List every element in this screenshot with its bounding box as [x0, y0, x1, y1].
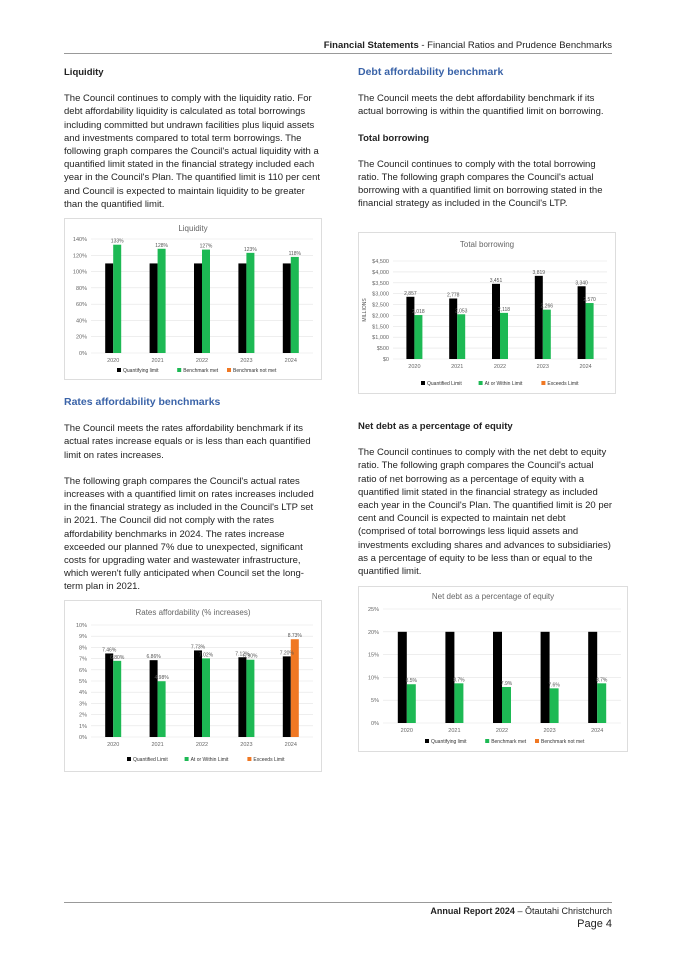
legend-label: Benchmark not met — [233, 368, 277, 374]
bar-actual — [500, 313, 508, 359]
y-tick-label: 10% — [75, 623, 87, 629]
y-tick-label: 60% — [75, 302, 87, 309]
x-tick-label: 2020 — [107, 742, 120, 748]
legend-swatch — [479, 381, 483, 385]
y-axis-label: MILLIONS — [362, 298, 368, 322]
y-tick-label: 0% — [79, 735, 87, 741]
x-tick-label: 2024 — [579, 364, 592, 370]
y-tick-label: 1% — [79, 723, 87, 730]
y-tick-label: $1,500 — [372, 324, 389, 331]
legend-label: Benchmark met — [183, 368, 219, 374]
data-label: 8.7% — [595, 677, 608, 684]
bar-limit — [493, 632, 502, 723]
limit-label: 3,340 — [575, 280, 588, 287]
y-tick-label: 0% — [79, 351, 87, 357]
y-tick-label: 20% — [75, 334, 87, 341]
debt-heading: Debt affordability benchmark — [358, 66, 504, 78]
x-tick-label: 2021 — [151, 358, 164, 364]
debt-section — [358, 66, 614, 224]
page-header — [64, 40, 612, 51]
chart-title: Liquidity — [178, 224, 208, 233]
x-tick-label: 2024 — [591, 728, 604, 734]
x-tick-label: 2020 — [107, 358, 120, 364]
x-tick-label: 2020 — [408, 364, 421, 370]
legend-swatch — [535, 739, 539, 743]
bar-actual — [246, 253, 254, 353]
y-tick-label: 140% — [72, 237, 87, 243]
y-tick-label: 100% — [72, 269, 87, 276]
footer-divider — [64, 902, 612, 903]
y-tick-label: $4,500 — [372, 259, 389, 265]
bar-actual — [543, 310, 551, 359]
legend-label: At or Within Limit — [190, 757, 229, 763]
legend-label: Quantified Limit — [427, 381, 462, 387]
y-tick-label: 2% — [79, 712, 87, 719]
bar-actual — [407, 684, 416, 723]
bar-actual — [502, 687, 511, 723]
rates-paragraph-2: The following graph compares the Council's actual rates increases with a quantified limit on rates increases included in the financial strategy as included in the Council's LTP set in 2021. The Council did not comply with the rates affordability benchmarks in 2024. The rates increase exceeded our planned 7% due to unexpected, significant costs for upgrading water and wastewater infrastructure, which weren't fully anticipated when Council set the long-term plan in 2021. — [64, 475, 314, 593]
y-tick-label: 0% — [371, 721, 379, 727]
bar-limit — [194, 650, 202, 737]
y-tick-label: 40% — [75, 318, 87, 325]
data-label: 128% — [155, 242, 168, 249]
bar-limit — [105, 263, 113, 353]
legend-swatch — [227, 368, 231, 372]
bar-actual — [457, 314, 465, 359]
bar-limit — [492, 284, 500, 359]
legend-label: Quantified Limit — [133, 757, 168, 763]
y-tick-label: 8% — [79, 645, 87, 652]
bar-limit — [238, 263, 246, 353]
actual-label: 2,118 — [497, 306, 511, 313]
actual-label: 7.02% — [198, 652, 214, 659]
rates-paragraph-1: The Council meets the rates affordability benchmark if its actual rates increase equals or is less than each quantified limit on rates increases. — [64, 423, 311, 461]
legend-swatch — [247, 757, 251, 761]
actual-label: 2,266 — [540, 303, 554, 310]
data-label: 7.6% — [548, 682, 560, 689]
y-tick-label: $0 — [382, 357, 389, 363]
bar-actual — [158, 249, 166, 353]
x-tick-label: 2021 — [451, 364, 464, 370]
bar-limit — [238, 657, 246, 737]
chart-title: Rates affordability (% increases) — [135, 608, 251, 617]
footer-city: – Ōtautahi Christchurch — [514, 906, 612, 916]
x-tick-label: 2022 — [195, 358, 209, 364]
y-tick-label: 80% — [75, 285, 87, 292]
limit-label: 7.46% — [102, 647, 117, 654]
bar-actual — [246, 660, 254, 737]
liquidity-chart-svg — [65, 219, 321, 379]
bar-limit — [150, 263, 158, 353]
bar-limit — [105, 653, 113, 737]
x-tick-label: 2022 — [495, 728, 509, 734]
y-tick-label: $2,500 — [372, 302, 389, 309]
liquidity-chart — [64, 218, 322, 380]
data-label: 133% — [110, 238, 124, 245]
y-tick-label: $2,000 — [372, 313, 389, 320]
actual-label: 4.98% — [154, 675, 169, 682]
y-tick-label: 25% — [367, 607, 379, 613]
y-tick-label: 20% — [367, 629, 379, 636]
y-tick-label: $3,000 — [372, 291, 389, 298]
y-tick-label: 10% — [367, 675, 379, 682]
x-tick-label: 2023 — [240, 358, 253, 364]
rates-heading: Rates affordability benchmarks — [64, 396, 221, 408]
limit-label: 3,819 — [532, 269, 546, 276]
legend-swatch — [421, 381, 425, 385]
legend-swatch — [485, 739, 489, 743]
x-tick-label: 2020 — [400, 728, 413, 734]
header-subsection: - Financial Ratios and Prudence Benchmarks — [418, 40, 612, 51]
legend-swatch — [425, 739, 429, 743]
data-label: 8.7% — [453, 677, 465, 684]
chart-title: Net debt as a percentage of equity — [431, 592, 555, 601]
legend-label: Quantifying limit — [431, 739, 467, 745]
netdebt-section — [358, 420, 614, 591]
y-tick-label: 3% — [79, 701, 87, 708]
legend-swatch — [127, 757, 131, 761]
x-tick-label: 2022 — [493, 364, 507, 370]
rates-chart — [64, 600, 322, 772]
bar-actual — [291, 257, 299, 353]
limit-label: 2,857 — [404, 290, 417, 297]
y-tick-label: $1,000 — [372, 335, 389, 342]
data-label: 127% — [199, 243, 213, 250]
rates-section — [64, 396, 320, 607]
data-label: 118% — [288, 250, 302, 257]
x-tick-label: 2021 — [448, 728, 461, 734]
bar-limit — [194, 263, 202, 353]
actual-label: 6.90% — [243, 653, 258, 660]
x-tick-label: 2023 — [536, 364, 549, 370]
actual-label: 2,053 — [454, 308, 468, 315]
legend-label: Exceeds Limit — [547, 381, 579, 387]
legend-swatch — [541, 381, 545, 385]
bar-actual — [454, 683, 463, 723]
data-label: 123% — [244, 246, 257, 253]
x-tick-label: 2023 — [543, 728, 556, 734]
limit-label: 7.73% — [190, 644, 206, 651]
legend-label: Quantifying limit — [123, 368, 159, 374]
bar-limit — [541, 632, 550, 723]
x-tick-label: 2024 — [284, 742, 297, 748]
bar-limit — [283, 656, 291, 737]
y-tick-label: 9% — [79, 634, 87, 641]
legend-swatch — [117, 368, 121, 372]
actual-label: 2,570 — [583, 297, 596, 304]
bar-limit — [150, 660, 158, 737]
netdebt-heading: Net debt as a percentage of equity — [358, 421, 513, 432]
x-tick-label: 2023 — [240, 742, 253, 748]
y-tick-label: 5% — [79, 679, 87, 685]
header-section: Financial Statements — [323, 40, 419, 51]
limit-label: 7.12% — [235, 651, 250, 658]
legend-label: Benchmark not met — [541, 739, 585, 745]
y-tick-label: $500 — [376, 346, 389, 353]
limit-label: 6.86% — [146, 654, 161, 661]
actual-label: 6.80% — [110, 654, 125, 661]
actual-label: 2,018 — [412, 309, 425, 316]
bar-limit — [406, 297, 414, 359]
y-tick-label: $4,000 — [372, 269, 389, 276]
netdebt-paragraph: The Council continues to comply with the net debt to equity ratio. The following graph compares the Council's actual ratio of net borrowing as a percentage of equity with a quantified limit stated in the financial strategy as included each year in the Council's Plan. The quantified limit is 20 per cent and Council is expected to maintain net debt (comprised of total borrowings less liquid assets and investments excluding shares and advances to subsidiaries) as a percentage of equity to be less than or equal to the quantified limit. — [358, 447, 613, 578]
debt-paragraph: The Council meets the debt affordability benchmark if its actual borrowing is within the quantified limit on borrowing. — [358, 93, 604, 118]
bar-actual — [597, 683, 606, 723]
legend-label: Exceeds Limit — [253, 757, 285, 763]
limit-label: 7.20% — [279, 650, 294, 657]
page-footer — [64, 906, 612, 916]
y-tick-label: 15% — [367, 652, 379, 659]
y-tick-label: 5% — [371, 698, 379, 705]
bar-actual — [202, 658, 210, 737]
y-tick-label: 120% — [72, 253, 87, 260]
x-tick-label: 2021 — [151, 742, 164, 748]
liquidity-paragraph: The Council continues to comply with the liquidity ratio. For debt affordability liquidity is calculated as total borrowings including committed but undrawn facilities plus liquid assets and investments compared to total term borrowings. The following graph compares the Council's actual liquidity with a quantified limit stated in the financial strategy included each year in the Council's Plan. The quantified limit is 110 per cent and Council is expected to maintain liquidity to be greater than the quantified limit. — [64, 93, 320, 210]
liquidity-section — [64, 66, 320, 224]
bar-actual — [158, 681, 166, 737]
data-label: 7.9% — [500, 680, 513, 687]
legend-swatch — [185, 757, 189, 761]
actual-label: 8.73% — [287, 633, 302, 640]
y-tick-label: $3,500 — [372, 280, 389, 287]
net-debt-chart-svg — [359, 587, 627, 751]
total-borrowing-chart-svg — [359, 233, 615, 393]
x-tick-label: 2022 — [195, 742, 209, 748]
bar-actual — [550, 688, 559, 723]
bar-limit — [283, 263, 291, 353]
limit-label: 3,451 — [489, 277, 503, 284]
data-label: 8.5% — [405, 678, 418, 685]
rates-chart-svg — [65, 601, 321, 771]
chart-title: Total borrowing — [459, 240, 515, 249]
bar-actual — [414, 315, 422, 359]
legend-swatch — [177, 368, 181, 372]
y-tick-label: 7% — [79, 656, 87, 663]
total-borrowing-chart — [358, 232, 616, 394]
legend-label: At or Within Limit — [484, 381, 523, 387]
bar-actual — [113, 661, 121, 737]
footer-report: Annual Report 2024 — [430, 906, 515, 916]
total-borrowing-paragraph: The Council continues to comply with the total borrowing ratio. The following graph compares the Council's actual borrowing with a quantified limit on borrowing stated in the financial strategy as included in the Council's LTP. — [358, 158, 603, 210]
bar-actual — [202, 250, 210, 353]
bar-actual — [586, 303, 594, 359]
y-tick-label: 6% — [79, 667, 87, 674]
legend-label: Benchmark met — [491, 739, 527, 745]
total-borrowing-heading: Total borrowing — [358, 132, 430, 144]
page-number: Page 4 — [577, 918, 612, 930]
x-tick-label: 2024 — [284, 358, 297, 364]
limit-label: 2,778 — [446, 292, 460, 299]
header-divider — [64, 53, 612, 54]
bar-limit — [535, 276, 543, 359]
liquidity-heading: Liquidity — [64, 67, 104, 78]
net-debt-chart — [358, 586, 628, 752]
bar-actual — [113, 245, 121, 353]
y-tick-label: 4% — [79, 690, 87, 697]
